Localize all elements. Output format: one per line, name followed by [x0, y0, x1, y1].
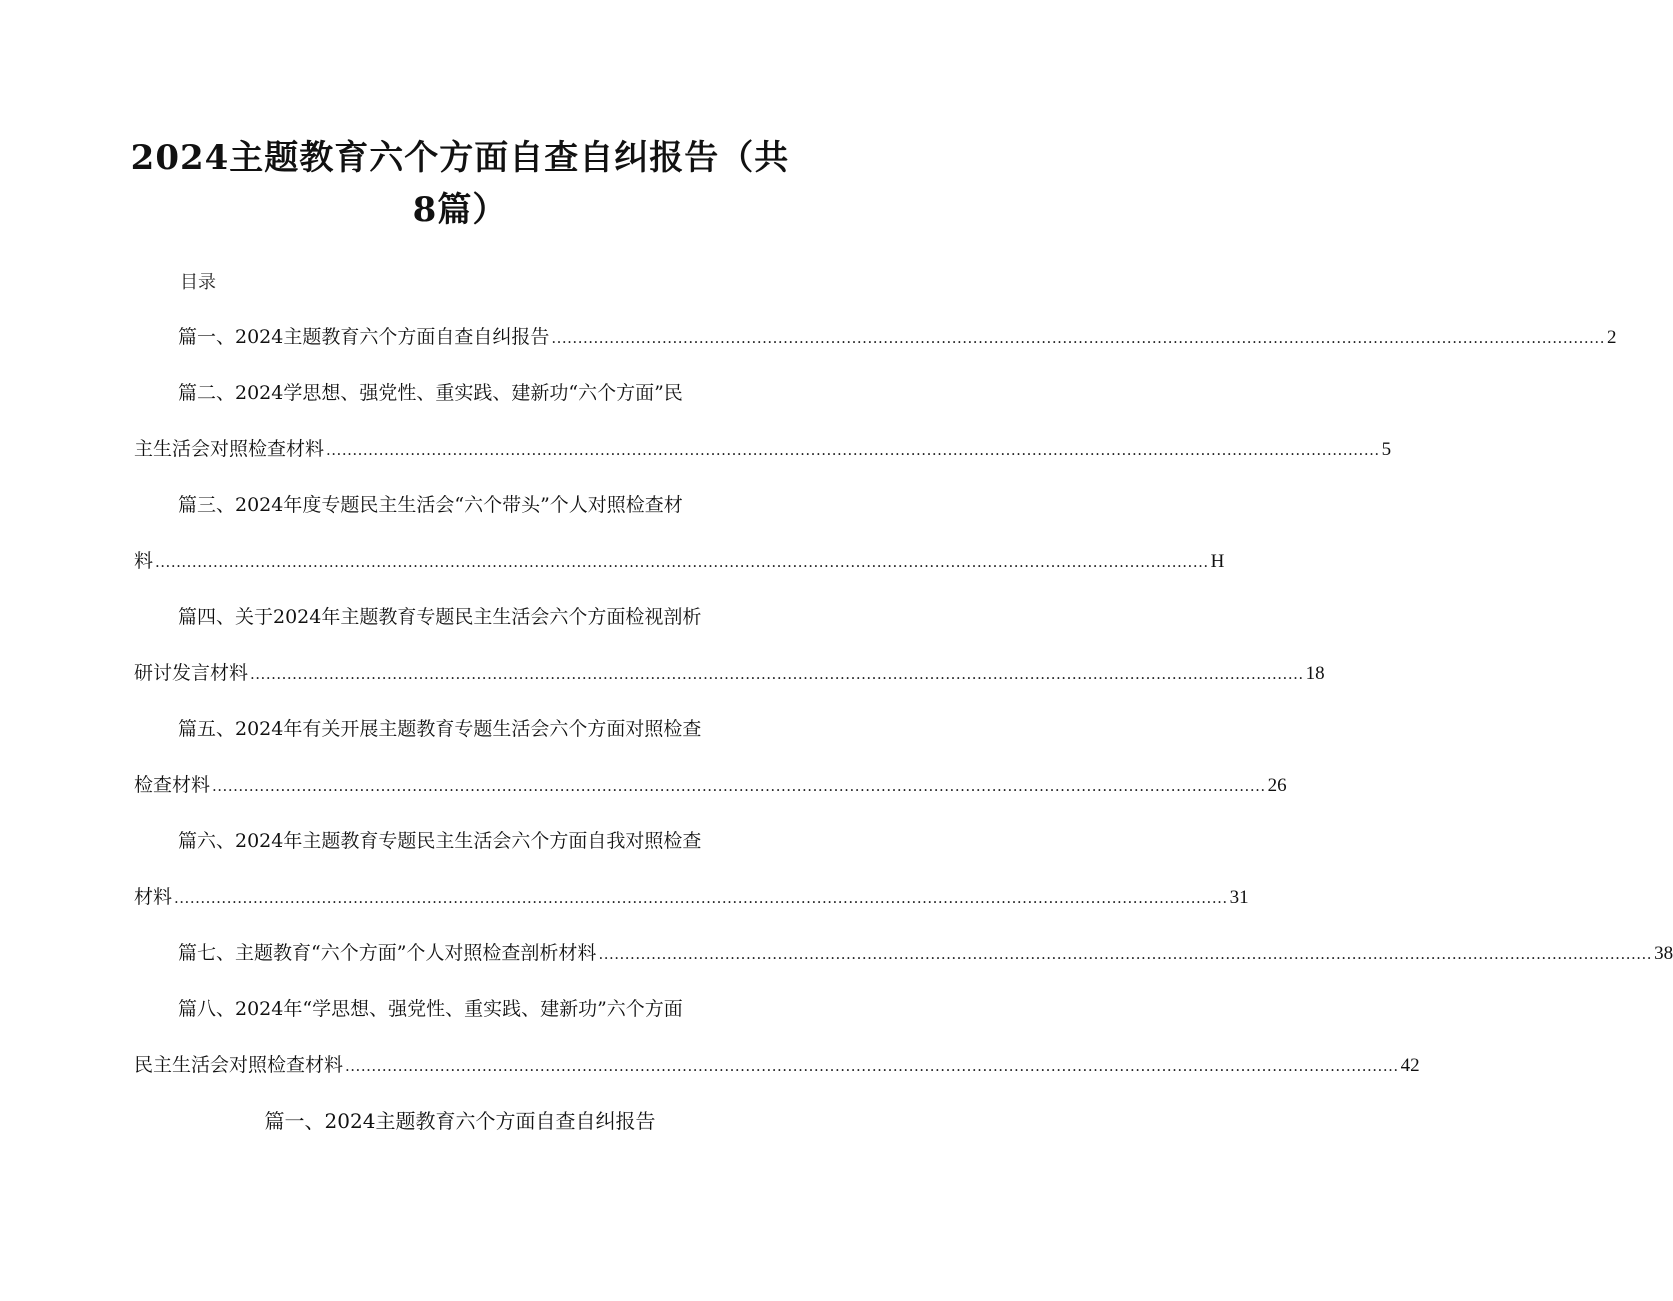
toc-entry-text: 篇三、2024年度专题民主生活会“六个带头”个人对照检查材 — [178, 494, 683, 516]
toc-entry-1[interactable] — [178, 322, 1617, 352]
toc-label: 目录 — [180, 272, 216, 293]
section-heading: 篇一、2024主题教育六个方面自查自纠报告 — [264, 1109, 656, 1133]
toc-entry-5-line2[interactable] — [134, 770, 1287, 800]
toc-entry-text: 篇四、关于2024年主题教育专题民主生活会六个方面检视剖析 — [178, 606, 702, 628]
toc-leader-dots: ........................................................................................................................................................................................................ — [212, 777, 1266, 795]
toc-entry-text: 篇二、2024学思想、强党性、重实践、建新功“六个方面”民 — [178, 382, 683, 404]
toc-entry-5-line1[interactable] — [178, 714, 762, 744]
toc-leader-dots: ........................................................................................................................................................................................................ — [345, 1057, 1399, 1075]
toc-entry-text: 篇六、2024年主题教育专题民主生活会六个方面自我对照检查 — [178, 830, 702, 852]
toc-entry-2-line1[interactable] — [178, 378, 762, 408]
toc-entry-text: 篇五、2024年有关开展主题教育专题生活会六个方面对照检查 — [178, 718, 702, 740]
toc-entry-text: 材料 — [134, 886, 173, 908]
toc-entry-8-line1[interactable] — [178, 994, 762, 1024]
toc-leader-dots: ........................................................................................................................................................................................................ — [250, 665, 1304, 683]
toc-entry-3-line2[interactable] — [134, 546, 1225, 576]
toc-entry-text: 民主生活会对照检查材料 — [134, 1054, 344, 1076]
toc-page-number: H — [1210, 551, 1225, 572]
toc-page-number: 38 — [1654, 943, 1673, 964]
toc-page-number: 5 — [1381, 439, 1392, 460]
toc-entry-6-line1[interactable] — [178, 826, 762, 856]
toc-page-number: 26 — [1267, 775, 1287, 796]
toc-entry-text: 篇一、2024主题教育六个方面自查自纠报告 — [178, 326, 550, 348]
toc-entry-text: 检查材料 — [134, 774, 211, 796]
toc-entry-text: 研讨发言材料 — [134, 662, 249, 684]
toc-page-number: 31 — [1229, 887, 1249, 908]
toc-page-number: 42 — [1400, 1055, 1420, 1076]
toc-entry-text: 篇七、主题教育“六个方面”个人对照检查剖析材料 — [178, 942, 597, 964]
toc-page-number: 2 — [1606, 327, 1617, 348]
toc-leader-dots: ........................................................................................................................................................................................................ — [551, 329, 1605, 347]
document-title: 2024主题教育六个方面自查自纠报告（共8篇） — [130, 138, 790, 230]
toc-entry-2-line2[interactable] — [134, 434, 1392, 464]
toc-entry-6-line2[interactable] — [134, 882, 1249, 912]
toc-entry-8-line2[interactable] — [134, 1050, 1420, 1080]
toc-entry-text: 料 — [134, 550, 154, 572]
toc-leader-dots: ........................................................................................................................................................................................................ — [174, 889, 1228, 907]
toc-entry-7[interactable] — [178, 938, 1673, 968]
toc-leader-dots: ........................................................................................................................................................................................................ — [598, 945, 1653, 963]
toc-entry-4-line2[interactable] — [134, 658, 1325, 688]
toc-entry-text: 主生活会对照检查材料 — [134, 438, 325, 460]
toc-page-number: 18 — [1305, 663, 1325, 684]
toc-entry-text: 篇八、2024年“学思想、强党性、重实践、建新功”六个方面 — [178, 998, 683, 1020]
toc-entry-4-line1[interactable] — [178, 602, 762, 632]
toc-entry-3-line1[interactable] — [178, 490, 762, 520]
toc-leader-dots: ........................................................................................................................................................................................................ — [326, 441, 1380, 459]
toc-leader-dots: ........................................................................................................................................................................................................ — [155, 553, 1209, 571]
